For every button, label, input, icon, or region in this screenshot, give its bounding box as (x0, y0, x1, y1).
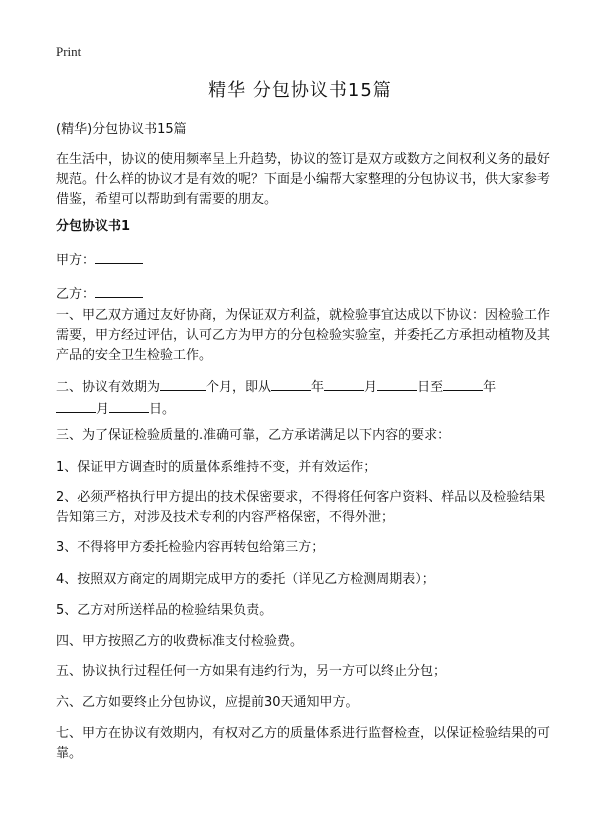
clause-2-text-6: 年 (483, 380, 497, 395)
clause-3-item-3: 3、不得将甲方委托检验内容再转包给第三方； (56, 540, 325, 555)
subtitle: (精华)分包协议书15篇 (56, 122, 187, 137)
end-day-blank (109, 398, 149, 413)
end-year-blank (443, 376, 483, 391)
start-year-blank (271, 376, 311, 391)
start-month-blank (324, 376, 364, 391)
clause-7: 七、甲方在协议有效期内，有权对乙方的质量体系进行监督检查，以保证检验结果的可靠。 (56, 726, 551, 761)
end-month-blank (56, 398, 96, 413)
clause-3-item-5: 5、乙方对所送样品的检验结果负责。 (56, 603, 273, 618)
clause-3: 三、为了保证检验质量的.准确可靠，乙方承诺满足以下内容的要求： (56, 428, 451, 443)
clause-2-text-7: 月 (96, 402, 110, 417)
page-title: 精华 分包协议书15篇 (208, 80, 392, 101)
intro-paragraph: 在生活中，协议的使用频率呈上升趋势，协议的签订是双方或数方之间权利义务的最好规范。什么样的协议才是有效的呢？下面是小编帮大家整理的分包协议书，供大家参考借鉴，希望可以帮助到有需要的朋友。 (56, 152, 551, 207)
clause-2-text-3: 年 (311, 380, 325, 395)
party-a-line (56, 249, 552, 271)
party-a-label: 甲方： (56, 253, 96, 268)
party-b-line (56, 283, 552, 305)
party-b-label: 乙方： (56, 287, 96, 302)
start-day-blank (377, 376, 417, 391)
clause-2-text-4: 月 (364, 380, 378, 395)
clause-2-text-1: 二、协议有效期为 (56, 380, 161, 395)
clause-3-item-4: 4、按照双方商定的周期完成甲方的委托（详见乙方检测周期表）； (56, 572, 435, 587)
clause-2-text-2: 个月，即从 (206, 380, 272, 395)
clause-6: 六、乙方如要终止分包协议，应提前30天通知甲方。 (56, 695, 359, 710)
clause-2-text-8: 日。 (149, 402, 176, 417)
term-months-blank (160, 376, 206, 391)
clause-3-item-1: 1、保证甲方调查时的质量体系维持不变，并有效运作； (56, 460, 377, 475)
clause-1: 一、甲乙双方通过友好协商，为保证双方利益，就检验事宜达成以下协议：因检验工作需要，甲方经过评估，认可乙方为甲方的分包检验实验室，并委托乙方承担动植物及其产品的安全卫生检验工作。 (56, 308, 551, 363)
clause-2 (56, 376, 552, 420)
clause-2-text-5: 日至 (417, 380, 444, 395)
party-a-blank (95, 249, 143, 264)
clause-5: 五、协议执行过程任何一方如果有违约行为，另一方可以终止分包； (56, 664, 447, 679)
party-b-blank (95, 283, 143, 298)
clause-3-item-2: 2、必须严格执行甲方提出的技术保密要求，不得将任何客户资料、样品以及检验结果告知第三方，对涉及技术专利的内容严格保密，不得外泄； (56, 490, 546, 525)
section-heading: 分包协议书1 (56, 219, 131, 234)
print-link[interactable]: Print (56, 44, 82, 59)
clause-4: 四、甲方按照乙方的收费标准支付检验费。 (56, 634, 304, 649)
